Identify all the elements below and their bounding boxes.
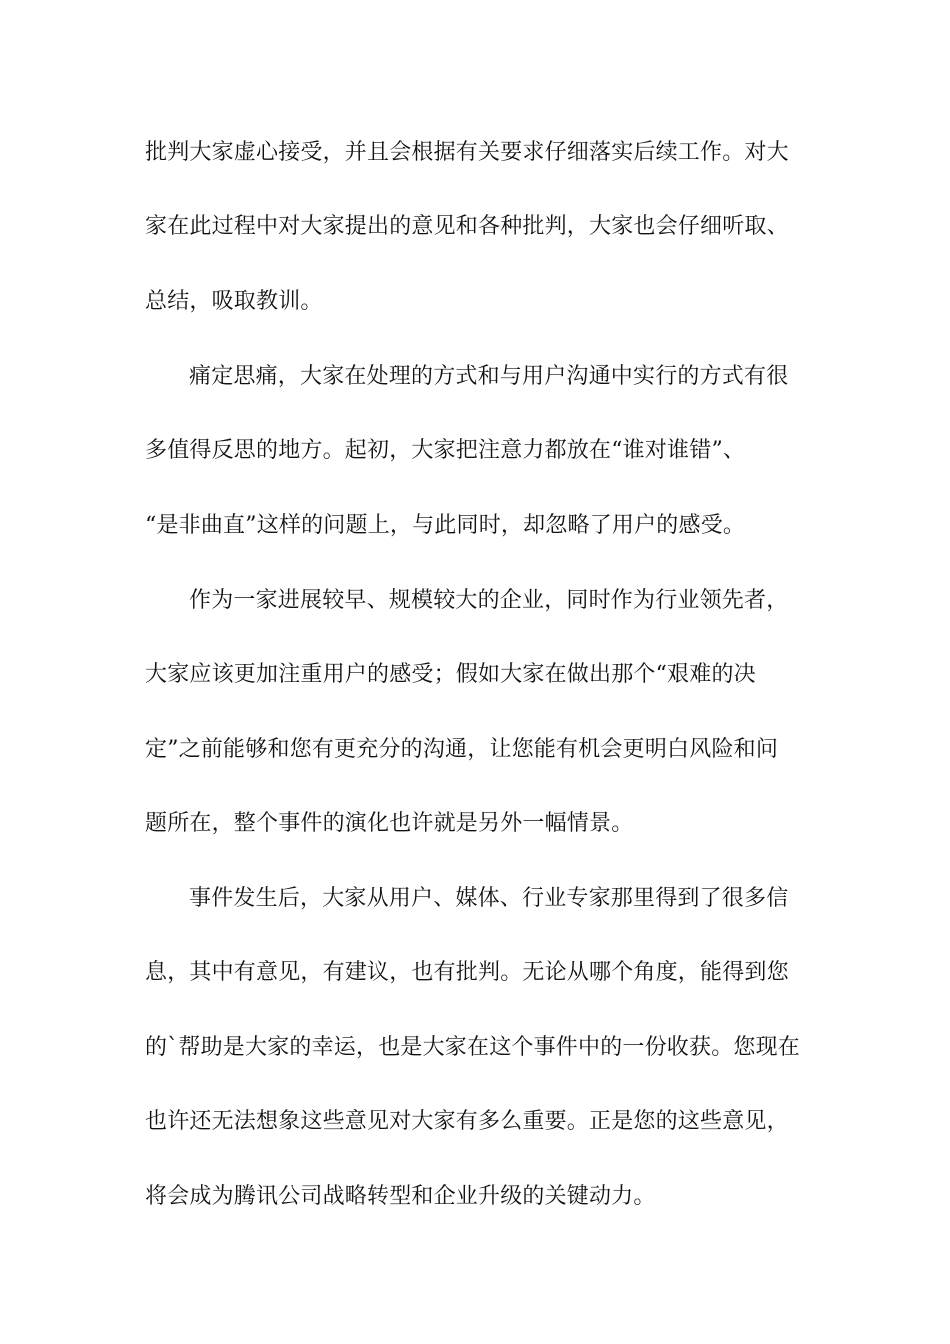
text-line: 大家应该更加注重用户的感受；假如大家在做出那个“艰难的决 <box>145 662 756 687</box>
text-line: 批判大家虚心接受，并且会根据有关要求仔细落实后续工作。对大 <box>145 140 789 165</box>
text-line: 题所在，整个事件的演化也许就是另外一幅情景。 <box>145 811 634 836</box>
text-line: “是非曲直”这样的问题上，与此同时，却忽略了用户的感受。 <box>145 513 746 538</box>
text-line: 总结，吸取教训。 <box>145 289 323 314</box>
text-line: 定”之前能够和您有更充分的沟通，让您能有机会更明白风险和问 <box>145 737 779 762</box>
paragraph-start-line: 作为一家进展较早、规模较大的企业，同时作为行业领先者， <box>189 588 789 613</box>
paragraph-start-line: 事件发生后，大家从用户、媒体、行业专家那里得到了很多信 <box>189 886 789 911</box>
text-line: 家在此过程中对大家提出的意见和各种批判，大家也会仔细听取、 <box>145 214 789 239</box>
text-line: 息，其中有意见，有建议，也有批判。无论从哪个角度，能得到您 <box>145 960 789 985</box>
text-line: 将会成为腾讯公司战略转型和企业升级的关键动力。 <box>145 1184 656 1209</box>
text-line: 也许还无法想象这些意见对大家有多么重要。正是您的这些意见， <box>145 1109 789 1134</box>
paragraph-start-line: 痛定思痛，大家在处理的方式和与用户沟通中实行的方式有很 <box>189 364 789 389</box>
text-line: 的`帮助是大家的幸运，也是大家在这个事件中的一份收获。您现在 <box>145 1035 801 1060</box>
text-line: 多值得反思的地方。起初，大家把注意力都放在“谁对谁错”、 <box>145 438 746 463</box>
